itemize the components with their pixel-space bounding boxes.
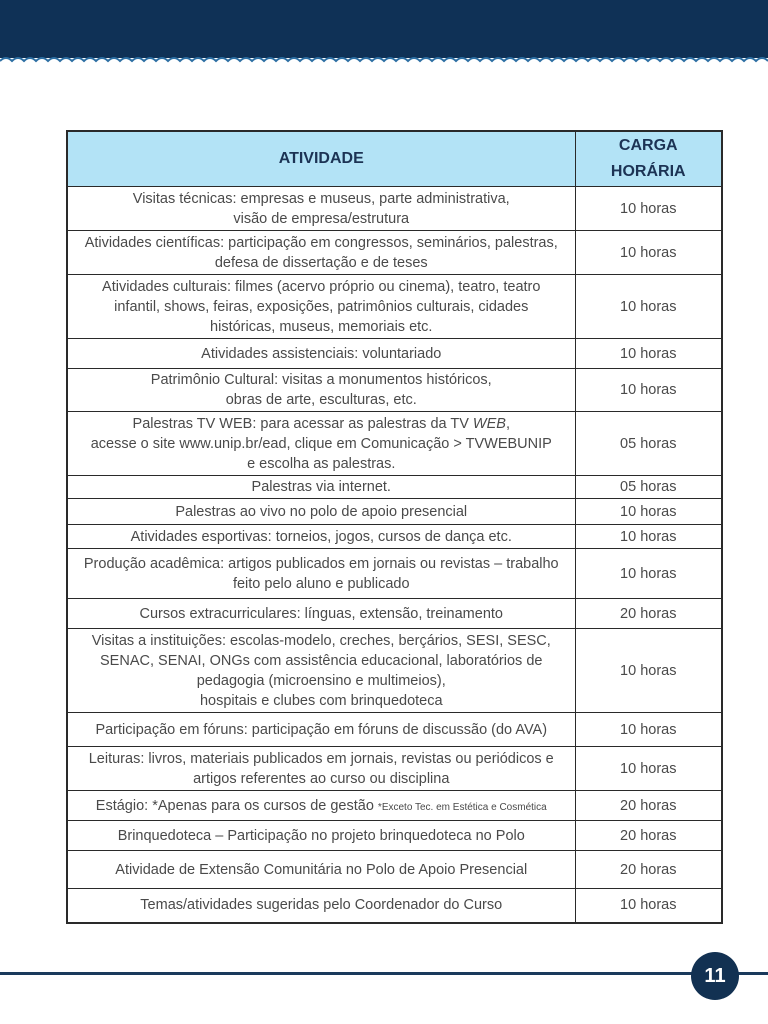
table-row <box>67 525 722 549</box>
activity-line: Visitas a instituições: escolas-modelo, creches, berçários, SESI, SESC, <box>91 632 551 649</box>
hours-cell: 10 horas <box>575 231 722 275</box>
table-row <box>67 629 722 713</box>
hours-cell: 10 horas <box>575 187 722 231</box>
activity-line: Produção acadêmica: artigos publicados em jornais ou revistas – trabalho <box>83 555 559 572</box>
activity-line: pedagogia (microensino e multimeios), <box>196 672 446 689</box>
activity-line: Brinquedoteca – Participação no projeto brinquedoteca no Polo <box>117 827 525 844</box>
header-hours <box>575 131 722 187</box>
hours-cell: 10 horas <box>575 499 722 525</box>
activity-text: Estágio: *Apenas para os cursos de gestão <box>95 797 378 814</box>
table-row <box>67 187 722 231</box>
activity-cell <box>67 525 575 549</box>
hours-cell: 20 horas <box>575 851 722 889</box>
header-hours-line1: CARGA <box>618 137 678 154</box>
header-hours-line2: HORÁRIA <box>610 163 686 180</box>
table-row <box>67 369 722 412</box>
hours-cell: 10 horas <box>575 369 722 412</box>
table-row <box>67 549 722 599</box>
activity-cell <box>67 747 575 791</box>
activity-line: feito pelo aluno e publicado <box>232 575 410 592</box>
activity-note: *Exceto Tec. em Estética e Cosmética <box>377 801 547 813</box>
activity-line <box>71 414 572 434</box>
hours-cell: 10 horas <box>575 629 722 713</box>
hours-cell: 10 horas <box>575 549 722 599</box>
activity-line: Palestras via internet. <box>251 479 391 495</box>
activity-cell <box>67 476 575 499</box>
activity-line: Patrimônio Cultural: visitas a monumentos históricos, <box>150 372 492 388</box>
activity-line: Atividade de Extensão Comunitária no Polo de Apoio Presencial <box>115 861 528 878</box>
activity-line: Visitas técnicas: empresas e museus, parte administrativa, <box>132 190 510 207</box>
activity-line: Cursos extracurriculares: línguas, extensão, treinamento <box>139 605 503 622</box>
activity-cell <box>67 889 575 923</box>
table-row <box>67 499 722 525</box>
activity-line: obras de arte, esculturas, etc. <box>225 392 417 408</box>
activity-cell <box>67 339 575 369</box>
activity-line: acesse o site www.unip.br/ead, clique em Comunicação > TVWEBUNIP <box>90 435 552 452</box>
activity-cell <box>67 821 575 851</box>
activity-cell <box>67 187 575 231</box>
activity-line <box>71 796 572 816</box>
hours-cell: 10 horas <box>575 713 722 747</box>
activity-line: Leituras: livros, materiais publicados em jornais, revistas ou periódicos e <box>88 750 554 767</box>
activity-cell <box>67 499 575 525</box>
activity-italic: WEB <box>472 415 506 432</box>
hours-cell: 10 horas <box>575 747 722 791</box>
footer-rule <box>0 972 768 975</box>
activity-text: Palestras TV WEB: para acessar as palestras da TV <box>132 415 473 432</box>
table-row <box>67 412 722 476</box>
activity-line: Atividades científicas: participação em congressos, seminários, palestras, <box>84 234 558 251</box>
activity-cell <box>67 549 575 599</box>
activity-after-italic: , <box>505 415 510 432</box>
activity-hours-table <box>66 130 723 924</box>
wave-decoration <box>0 0 768 72</box>
activity-line: históricas, museus, memoriais etc. <box>210 318 433 335</box>
activity-line: Atividades esportivas: torneios, jogos, cursos de dança etc. <box>130 528 512 545</box>
table-row <box>67 231 722 275</box>
activity-line: infantil, shows, feiras, exposições, patrimônios culturais, cidades <box>114 298 529 315</box>
hours-cell: 05 horas <box>575 412 722 476</box>
activity-cell <box>67 791 575 821</box>
table-row <box>67 713 722 747</box>
hours-cell: 20 horas <box>575 821 722 851</box>
table-row <box>67 339 722 369</box>
activity-cell <box>67 231 575 275</box>
activity-cell <box>67 275 575 339</box>
hours-cell: 10 horas <box>575 525 722 549</box>
activity-cell <box>67 599 575 629</box>
table-header-row <box>67 131 722 187</box>
activity-line: defesa de dissertação e de teses <box>214 254 428 271</box>
hours-cell: 10 horas <box>575 889 722 923</box>
activity-cell <box>67 629 575 713</box>
table-row <box>67 889 722 923</box>
activity-line: Atividades assistenciais: voluntariado <box>201 345 442 362</box>
activity-line: Atividades culturais: filmes (acervo próprio ou cinema), teatro, teatro <box>102 278 541 295</box>
activity-line: SENAC, SENAI, ONGs com assistência educacional, laboratórios de <box>100 652 543 669</box>
hours-cell: 20 horas <box>575 791 722 821</box>
activity-line: visão de empresa/estrutura <box>233 210 410 227</box>
activity-cell <box>67 713 575 747</box>
table-row <box>67 821 722 851</box>
activity-line: Palestras ao vivo no polo de apoio presencial <box>175 503 468 520</box>
activity-cell <box>67 369 575 412</box>
hours-cell: 10 horas <box>575 339 722 369</box>
table-row <box>67 599 722 629</box>
activity-line: artigos referentes ao curso ou disciplina <box>193 770 450 787</box>
activity-line: Participação em fóruns: participação em fóruns de discussão (do AVA) <box>95 721 548 738</box>
activity-line: e escolha as palestras. <box>247 455 396 472</box>
table-row <box>67 851 722 889</box>
activity-cell <box>67 851 575 889</box>
table-row <box>67 747 722 791</box>
activity-cell <box>67 412 575 476</box>
header-activity: ATIVIDADE <box>67 131 575 187</box>
hours-cell: 20 horas <box>575 599 722 629</box>
table-row <box>67 275 722 339</box>
hours-cell: 10 horas <box>575 275 722 339</box>
activity-line: hospitais e clubes com brinquedoteca <box>199 692 443 709</box>
table-row <box>67 791 722 821</box>
hours-cell: 05 horas <box>575 476 722 499</box>
table-row <box>67 476 722 499</box>
page-number-badge: 11 <box>691 952 739 1000</box>
activity-line: Temas/atividades sugeridas pelo Coordenador do Curso <box>140 897 503 914</box>
header-band <box>0 0 768 72</box>
